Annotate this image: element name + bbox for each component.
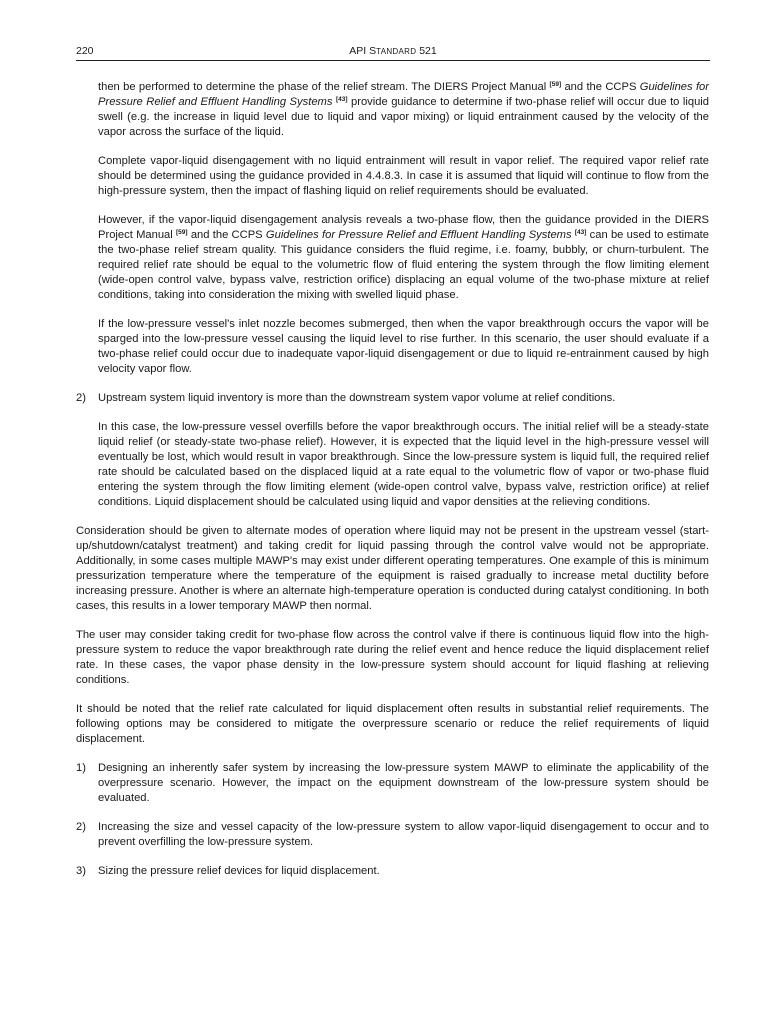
paragraph-overfill-case: In this case, the low-pressure vessel overfills before the vapor breakthrough occurs. The initial relief will be a steady-state liquid relief (or steady-state two-phase relief). However, it is expected that the liquid level in the high-pressure vessel will eventually be lost, which would result in vapor breakthrough. Since the low-pressure system is liquid full, the required relief rate should be calculated based on the displaced liquid at a rate equal to the volumetric flow of vapor or two-phase fluid entering the system through the flow limiting element (wide-open control valve, bypass valve, restriction orifice) at relief conditions. Liquid displacement should be calculated using liquid and vapor densities at the relieving conditions.: [98, 421, 709, 508]
italic-citation: Guidelines for Pressure Relief and Effluent Handling Systems: [98, 81, 710, 108]
list-item-option-3: [76, 864, 709, 879]
text-run: and the CCPS: [561, 81, 640, 93]
list-number: 2): [76, 821, 86, 833]
paragraph-two-phase-flow: [76, 213, 709, 303]
page-header: [76, 44, 710, 61]
running-title-prefix: API S: [349, 45, 377, 57]
list-number: 2): [76, 392, 86, 404]
italic-citation: Guidelines for Pressure Relief and Effluent Handling Systems: [265, 229, 572, 241]
text-run: provide guidance to determine if two-phase relief will occur due to liquid swell (e.g. the increase in liquid level due to liquid and vapor mixing) or liquid entrainment caused by the velocity of the vapor across the surface of the liquid.: [98, 96, 710, 138]
paragraph-relief-requirements: It should be noted that the relief rate calculated for liquid displacement often results in substantial relief requirements. The following options may be considered to mitigate the overpressure scenario or reduce the relief requirements of liquid displacement.: [76, 703, 709, 745]
paragraph-inlet-nozzle: If the low-pressure vessel's inlet nozzle becomes submerged, then when the vapor breakthrough occurs the vapor will be sparged into the low-pressure vessel causing the liquid level to rise further. In this scenario, the user should evaluate if a two-phase relief could occur due to inadequate vapor-liquid disengagement or due to liquid re-entrainment caused by high velocity vapor flow.: [98, 318, 709, 375]
list-item-2: [76, 391, 709, 406]
page-number: 220: [76, 45, 94, 57]
page-body: [76, 80, 709, 879]
text-run: and the CCPS: [187, 229, 266, 241]
reference-link[interactable]: [59]: [549, 81, 562, 88]
text-run: However, if the vapor-liquid disengagement analysis reveals a two-phase flow, then the guidance provided in the DIERS Project Manual: [98, 214, 709, 241]
list-text: Increasing the size and vessel capacity of the low-pressure system to allow vapor-liquid disengagement to occur and to prevent overfilling the low-pressure system.: [98, 821, 709, 848]
list-text: Designing an inherently safer system by increasing the low-pressure system MAWP to eliminate the applicability of the overpressure scenario. However, the impact on the equipment downstream of the low-pressure system should be evaluated.: [98, 762, 709, 804]
text-run: can be used to estimate the two-phase relief stream quality. This guidance considers the fluid regime, i.e. foamy, bubbly, or churn-turbulent. The required relief rate should be equal to the volumetric flow of fluid entering the system through the flow limiting element (wide-open control valve, bypass valve, restriction orifice) displacing an equal volume of the two-phase mixture at relief conditions, taking into consideration the mixing with swelled liquid phase.: [98, 229, 710, 301]
paragraph-alternate-modes: Consideration should be given to alternate modes of operation where liquid may not be present in the upstream vessel (start-up/shutdown/catalyst treatment) and taking credit for liquid passing through the control valve would not be appropriate. Additionally, in some cases multiple MAWP's may exist under different operating temperatures. One example of this is minimum pressurization temperature where the temperature of the equipment is raised gradually to increase metal ductility before increasing pressure. Another is where an alternate high-temperature operation is conducted during catalyst conditioning. In both cases, this results in a lower temporary MAWP then normal.: [76, 525, 709, 612]
list-number: 1): [76, 762, 86, 774]
paragraph-two-phase-credit: The user may consider taking credit for two-phase flow across the control valve if there is continuous liquid flow into the high-pressure system to reduce the vapor breakthrough rate during the relief event and hence reduce the liquid displacement relief rate. In these cases, the vapor phase density in the low-pressure system should account for liquid flashing at relieving conditions.: [76, 629, 709, 686]
running-title-small-caps: TANDARD: [376, 47, 417, 56]
reference-link[interactable]: [43]: [574, 229, 587, 236]
running-title: [76, 44, 710, 59]
list-text: Upstream system liquid inventory is more than the downstream system vapor volume at relief conditions.: [98, 392, 616, 404]
list-item-option-2: [76, 820, 709, 850]
list-number: 3): [76, 865, 86, 877]
reference-link[interactable]: [59]: [176, 229, 188, 236]
running-title-suffix: 521: [416, 45, 437, 57]
paragraph-vapor-disengagement: Complete vapor-liquid disengagement with no liquid entrainment will result in vapor relief. The required vapor relief rate should be determined using the guidance provided in 4.4.8.3. In case it is assumed that liquid will continue to flow from the high-pressure system, then the impact of flashing liquid on relief requirements should be evaluated.: [98, 155, 709, 197]
list-item-option-1: [76, 761, 709, 806]
text-run: then be performed to determine the phase of the relief stream. The DIERS Project Manual: [98, 81, 550, 93]
reference-link[interactable]: [43]: [335, 96, 348, 103]
paragraph-phase-determination: [76, 80, 709, 140]
list-text: Sizing the pressure relief devices for liquid displacement.: [98, 865, 380, 877]
